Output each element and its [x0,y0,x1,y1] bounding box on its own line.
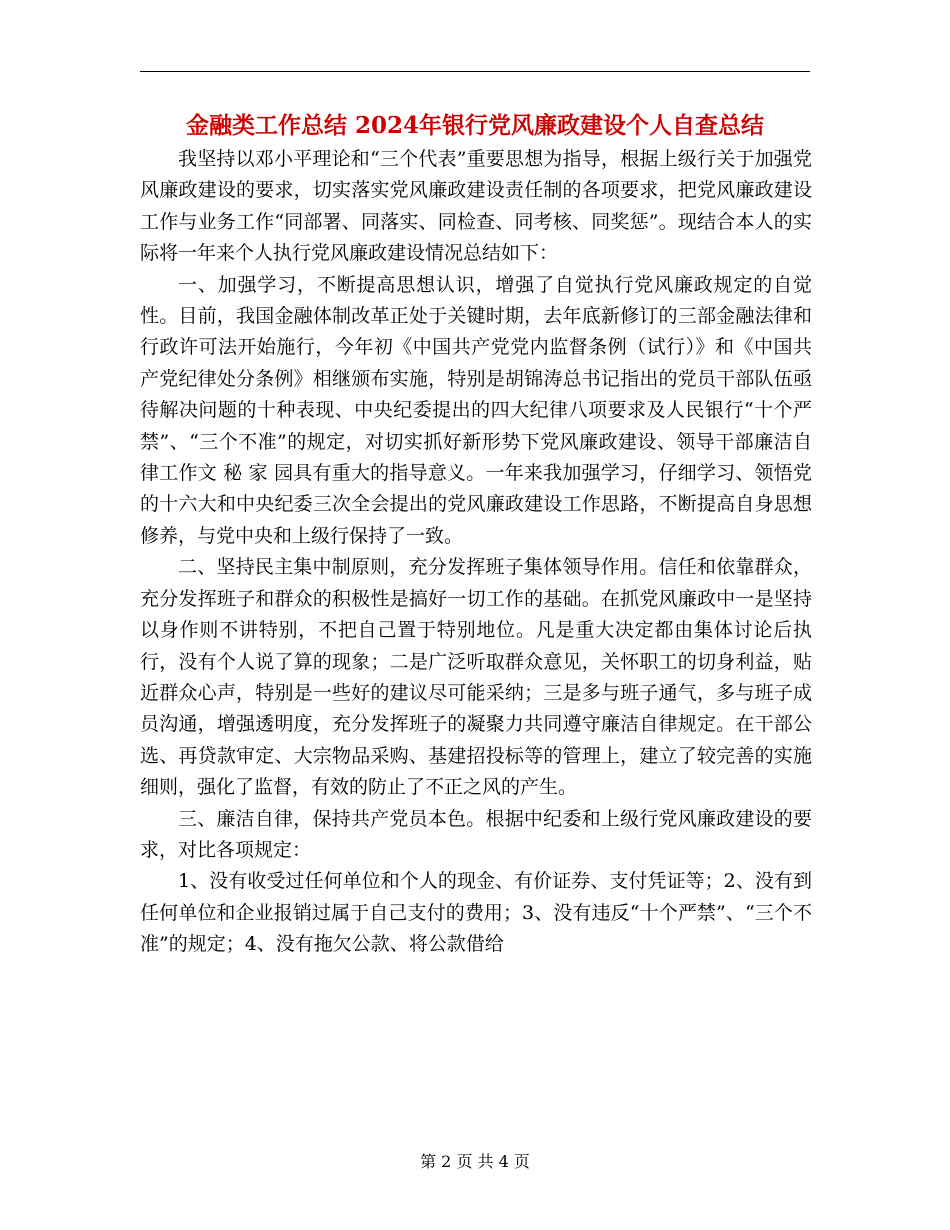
paragraph-section-3: 三、廉洁自律，保持共产党员本色。根据中纪委和上级行党风廉政建设的要求，对比各项规定： [140,807,812,861]
document-body [140,144,812,961]
page-number: 第 2 页 共 4 页 [420,1152,530,1171]
paragraph-section-1: 一、加强学习，不断提高思想认识，增强了自觉执行党风廉政规定的自觉性。目前，我国金融体制改革正处于关键时期，去年底新修订的三部金融法律和行政许可法开始施行，今年初《中国共产党党内监督条例（试行）》和《中国共产党纪律处分条例》相继颁布实施，特别是胡锦涛总书记指出的党员干部队伍亟待解决问题的十种表现、中央纪委提出的四大纪律八项要求及人民银行“十个严禁”、“三个不准”的规定，对切实抓好新形势下党风廉政建设、领导干部廉洁自律工作文 秘 家 园具有重大的指导意义。一年来我加强学习，仔细学习、领悟党的十六大和中央纪委三次全会提出的党风廉政建设工作思路，不断提高自身思想修养，与党中央和上级行保持了一致。 [140,273,812,547]
paragraph-list-items: 1、没有收受过任何单位和个人的现金、有价证券、支付凭证等；2、没有到任何单位和企业报销过属于自己支付的费用；3、没有违反“十个严禁”、“三个不准”的规定；4、没有拖欠公款、将公款借给 [140,870,812,956]
header-rule [140,71,810,72]
paragraph-intro: 我坚持以邓小平理论和“三个代表”重要思想为指导，根据上级行关于加强党风廉政建设的要求，切实落实党风廉政建设责任制的各项要求，把党风廉政建设工作与业务工作“同部署、同落实、同检查、同考核、同奖惩”。现结合本人的实际将一年来个人执行党风廉政建设情况总结如下： [140,148,812,265]
document-title: 金融类工作总结 2024年银行党风廉政建设个人自查总结 [185,112,765,139]
paragraph-section-2: 二、坚持民主集中制原则，充分发挥班子集体领导作用。信任和依靠群众，充分发挥班子和群众的积极性是搞好一切工作的基础。在抓党风廉政中一是坚持以身作则不讲特别，不把自己置于特别地位。凡是重大决定都由集体讨论后执行，没有个人说了算的现象；二是广泛听取群众意见，关怀职工的切身利益，贴近群众心声，特别是一些好的建议尽可能采纳；三是多与班子通气，多与班子成员沟通，增强透明度，充分发挥班子的凝聚力共同遵守廉洁自律规定。在干部公选、再贷款审定、大宗物品采购、基建招投标等的管理上，建立了较完善的实施细则，强化了监督，有效的防止了不正之风的产生。 [140,556,812,799]
